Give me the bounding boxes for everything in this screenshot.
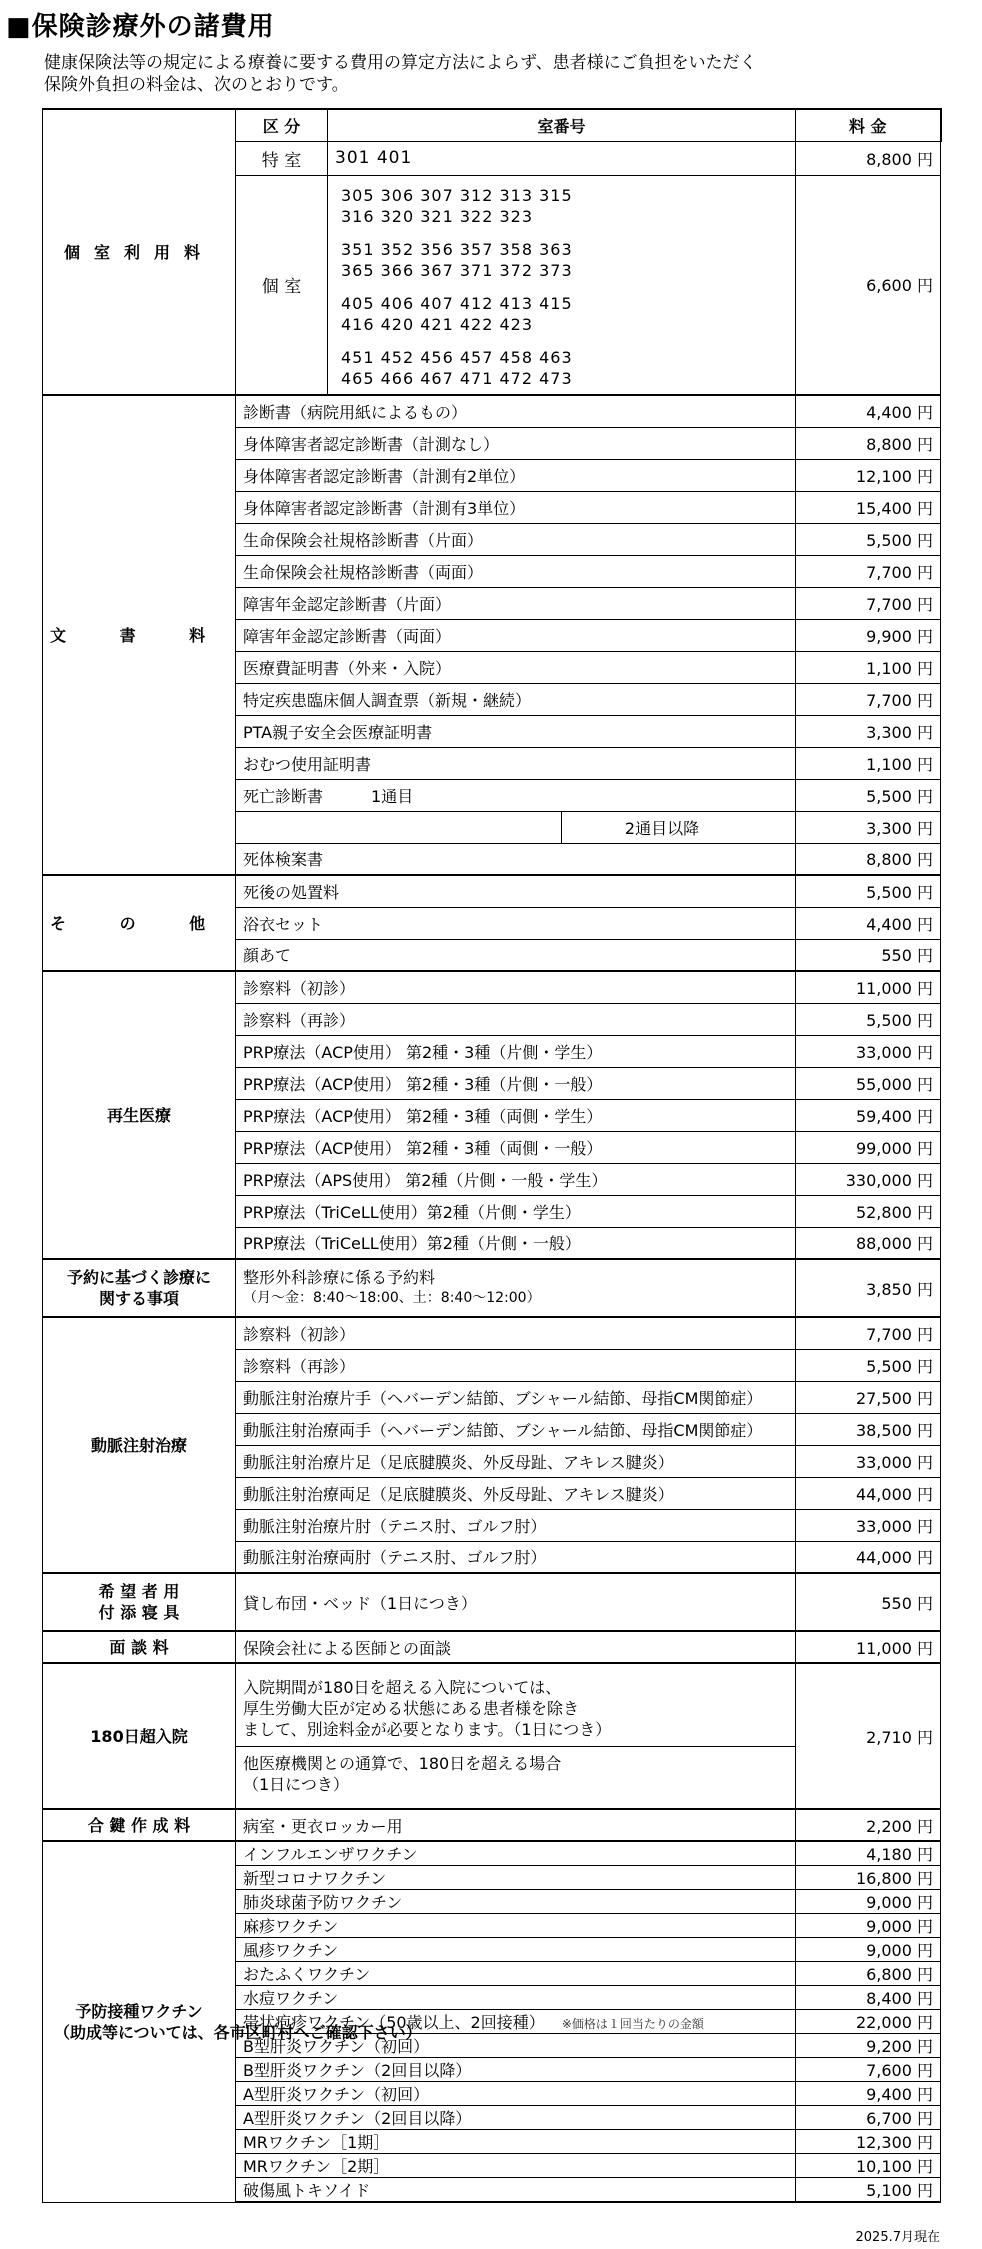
- fee-item-name: 動脈注射治療片手（ヘバーデン結節、ブシャール結節、母指CM関節症）: [236, 1381, 796, 1413]
- header-room-number: 室番号: [328, 109, 796, 141]
- private-room-price: 6,600 円: [796, 175, 941, 395]
- fee-item-name: MRワクチン［1期］: [236, 2130, 796, 2154]
- fee-item-price: 33,000 円: [796, 1035, 941, 1067]
- shingles-note: ※価格は１回当たりの金額: [561, 2017, 704, 2031]
- key-category: 合 鍵 作 成 料: [43, 1809, 236, 1841]
- fee-item-price: 1,100 円: [796, 651, 941, 683]
- fee-item-name: 動脈注射治療両手（ヘバーデン結節、ブシャール結節、母指CM関節症）: [236, 1413, 796, 1445]
- room-line: 305 306 307 312 313 315: [341, 185, 573, 205]
- room-line: 316 320 321 322 323: [341, 206, 534, 226]
- fee-item-name: PRP療法（ACP使用） 第2種・3種（片側・学生）: [236, 1035, 796, 1067]
- regenerative-category: 再生医療: [43, 971, 236, 1259]
- intro-line: 保険外負担の料金は、次のとおりです。: [44, 75, 349, 95]
- fee-item-price: 15,400 円: [796, 491, 941, 523]
- death-certificate-name: 死亡診断書: [243, 786, 324, 806]
- fee-item-name: 死体検案書: [236, 843, 796, 875]
- fee-item-price: 4,400 円: [796, 395, 941, 427]
- fee-item-price: 99,000 円: [796, 1131, 941, 1163]
- reservation-category: 予約に基づく診療に 関する事項: [43, 1259, 236, 1317]
- fee-item-name: B型肝炎ワクチン（2回目以降）: [236, 2058, 796, 2082]
- shingles-vaccine: [236, 2010, 796, 2034]
- fee-item-price: 59,400 円: [796, 1099, 941, 1131]
- room-line: 416 420 421 422 423: [341, 314, 534, 334]
- fee-item-price: 1,100 円: [796, 747, 941, 779]
- fee-item-name: 障害年金認定診断書（両面）: [236, 619, 796, 651]
- fee-item-price: 9,400 円: [796, 2082, 941, 2106]
- fee-item-price: 3,300 円: [796, 715, 941, 747]
- fee-item-price: 4,400 円: [796, 907, 941, 939]
- special-room-numbers: 301 401: [328, 141, 796, 175]
- fee-item-price: 22,000 円: [796, 2010, 941, 2034]
- over180-category: 180日超入院: [43, 1663, 236, 1809]
- fee-item-price: 7,700 円: [796, 555, 941, 587]
- room-line: 465 466 467 471 472 473: [341, 368, 573, 388]
- other-category: そ の 他: [43, 875, 236, 971]
- fee-item-price: 330,000 円: [796, 1163, 941, 1195]
- bedding-category: 希 望 者 用 付 添 寝 具: [43, 1573, 236, 1631]
- fee-item-price: 3,850 円: [796, 1259, 941, 1317]
- fee-item-name: A型肝炎ワクチン（初回）: [236, 2082, 796, 2106]
- fee-item-price: 9,000 円: [796, 1938, 941, 1962]
- fee-item-name: 医療費証明書（外来・入院）: [236, 651, 796, 683]
- fee-item-name: 水痘ワクチン: [236, 1986, 796, 2010]
- fee-item-price: 8,400 円: [796, 1986, 941, 2010]
- fee-item-name: 診察料（初診）: [236, 1317, 796, 1349]
- fee-item-price: 8,800 円: [796, 843, 941, 875]
- intro-text: [44, 52, 757, 96]
- header-kubun: 区 分: [236, 109, 328, 141]
- fee-item-price: 16,800 円: [796, 1866, 941, 1890]
- fee-item-name: 保険会社による医師との面談: [236, 1631, 796, 1663]
- fee-item-price: 9,000 円: [796, 1890, 941, 1914]
- fee-item-name: MRワクチン［2期］: [236, 2154, 796, 2178]
- fee-item-price: 11,000 円: [796, 1631, 941, 1663]
- fee-item-name: 破傷風トキソイド: [236, 2178, 796, 2203]
- fee-item-price: 88,000 円: [796, 1227, 941, 1259]
- fee-item-name: 身体障害者認定診断書（計測なし）: [236, 427, 796, 459]
- fee-item-price: 10,100 円: [796, 2154, 941, 2178]
- fee-item-price: 8,800 円: [796, 427, 941, 459]
- fee-item-name: 身体障害者認定診断書（計測有2単位）: [236, 459, 796, 491]
- fee-item-price: 9,000 円: [796, 1914, 941, 1938]
- intro-line: 健康保険法等の規定による療養に要する費用の算定方法によらず、患者様にご負担をいただく: [44, 53, 757, 73]
- fee-item-name: 生命保険会社規格診断書（両面）: [236, 555, 796, 587]
- fee-item-name: 特定疾患臨床個人調査票（新規・継続）: [236, 683, 796, 715]
- fee-item-name: PRP療法（APS使用） 第2種（片側・一般・学生）: [236, 1163, 796, 1195]
- fee-item-price: 27,500 円: [796, 1381, 941, 1413]
- page-title: ■保険診療外の諸費用: [6, 12, 275, 42]
- fee-item-name: A型肝炎ワクチン（2回目以降）: [236, 2106, 796, 2130]
- fee-item-name: 動脈注射治療片肘（テニス肘、ゴルフ肘）: [236, 1509, 796, 1541]
- fee-item-price: 2,710 円: [796, 1663, 941, 1809]
- fee-item-price: 7,700 円: [796, 1317, 941, 1349]
- header-price: 料 金: [796, 109, 941, 141]
- fee-item-price: 2,200 円: [796, 1809, 941, 1841]
- fee-item-name: 風疹ワクチン: [236, 1938, 796, 1962]
- fee-item-name: 死後の処置料: [236, 875, 796, 907]
- fee-item-price: 4,180 円: [796, 1841, 941, 1866]
- fee-item-name: 診察料（初診）: [236, 971, 796, 1003]
- death-certificate-first: [236, 779, 796, 811]
- fee-item-name: PRP療法（ACP使用） 第2種・3種（両側・一般）: [236, 1131, 796, 1163]
- as-of-date: 2025.7月現在: [855, 2230, 940, 2245]
- fee-item-price: 5,500 円: [796, 779, 941, 811]
- private-room-numbers: [328, 175, 796, 395]
- documents-category: 文 書 料: [43, 395, 236, 875]
- special-room-label: 特 室: [236, 141, 328, 175]
- fee-item-name: 生命保険会社規格診断書（片面）: [236, 523, 796, 555]
- fee-item-price: 5,500 円: [796, 1349, 941, 1381]
- fee-item-name: 身体障害者認定診断書（計測有3単位）: [236, 491, 796, 523]
- room-line: 365 366 367 371 372 373: [341, 260, 573, 280]
- fee-item-name: 麻疹ワクチン: [236, 1914, 796, 1938]
- fee-item-price: 550 円: [796, 1573, 941, 1631]
- fee-item-price: 44,000 円: [796, 1541, 941, 1573]
- fee-item-name: 新型コロナワクチン: [236, 1866, 796, 1890]
- fee-item-price: 9,900 円: [796, 619, 941, 651]
- fee-item-name: 帯状疱疹ワクチン（50歳以上、2回接種）: [243, 2013, 545, 2032]
- arterial-category: 動脈注射治療: [43, 1317, 236, 1573]
- fee-item-price: 7,700 円: [796, 683, 941, 715]
- fee-item-name: 貸し布団・ベッド（1日につき）: [236, 1573, 796, 1631]
- fee-item-price: 5,500 円: [796, 523, 941, 555]
- fee-item-price: 12,300 円: [796, 2130, 941, 2154]
- fee-item-name: 浴衣セット: [236, 907, 796, 939]
- interview-category: 面 談 料: [43, 1631, 236, 1663]
- fee-item-name: 障害年金認定診断書（片面）: [236, 587, 796, 619]
- fee-item-price: 33,000 円: [796, 1509, 941, 1541]
- room-line: 451 452 456 457 458 463: [341, 347, 573, 367]
- fee-item-name: PRP療法（ACP使用） 第2種・3種（片側・一般）: [236, 1067, 796, 1099]
- spacer-cell: [236, 811, 562, 843]
- fee-item-name: 病室・更衣ロッカー用: [236, 1809, 796, 1841]
- fee-item-name: 診察料（再診）: [236, 1003, 796, 1035]
- fee-table: [42, 108, 942, 2203]
- fee-item-price: 5,500 円: [796, 875, 941, 907]
- fee-item-name: 診察料（再診）: [236, 1349, 796, 1381]
- fee-item-name: 動脈注射治療片足（足底腱膜炎、外反母趾、アキレス腱炎）: [236, 1445, 796, 1477]
- fee-item-name: 動脈注射治療両肘（テニス肘、ゴルフ肘）: [236, 1541, 796, 1573]
- fee-item-price: 33,000 円: [796, 1445, 941, 1477]
- fee-item-price: 12,100 円: [796, 459, 941, 491]
- fee-item-price: 9,200 円: [796, 2034, 941, 2058]
- room-line: 351 352 356 357 358 363: [341, 239, 573, 259]
- over180-description: 入院期間が180日を超える入院については、 厚生労働大臣が定める状態にある患者様を除き まして、別途料金が必要となります。（1日につき） 他医療機関との通算で、180日を超える場合 （1日につき）: [236, 1663, 796, 1809]
- fee-item-price: 52,800 円: [796, 1195, 941, 1227]
- fee-item-price: 5,500 円: [796, 1003, 941, 1035]
- special-room-price: 8,800 円: [796, 141, 941, 175]
- fee-item-price: 550 円: [796, 939, 941, 971]
- death-certificate-first-label: 1通目: [371, 786, 414, 806]
- reservation-fee-name: 整形外科診療に係る予約料 （月～金：8:40～18:00、土：8:40～12:00）: [236, 1259, 796, 1317]
- fee-item-price: 7,600 円: [796, 2058, 941, 2082]
- room-category: 個室利用料: [43, 109, 236, 395]
- fee-item-price: 3,300 円: [796, 811, 941, 843]
- fee-item-name: おむつ使用証明書: [236, 747, 796, 779]
- fee-item-name: インフルエンザワクチン: [236, 1841, 796, 1866]
- fee-item-name: 肺炎球菌予防ワクチン: [236, 1890, 796, 1914]
- fee-item-name: PRP療法（TriCeLL使用）第2種（片側・一般）: [236, 1227, 796, 1259]
- fee-item-name: PRP療法（ACP使用） 第2種・3種（両側・学生）: [236, 1099, 796, 1131]
- fee-item-price: 55,000 円: [796, 1067, 941, 1099]
- fee-item-price: 38,500 円: [796, 1413, 941, 1445]
- fee-item-price: 5,100 円: [796, 2178, 941, 2203]
- private-room-label: 個 室: [236, 175, 328, 395]
- fee-item-name: 顔あて: [236, 939, 796, 971]
- room-line: 405 406 407 412 413 415: [341, 293, 573, 313]
- fee-item-price: 7,700 円: [796, 587, 941, 619]
- fee-item-price: 6,800 円: [796, 1962, 941, 1986]
- vaccines-category: 予防接種ワクチン （助成等については、各市区町村へご確認下さい）: [43, 1841, 236, 2202]
- fee-item-name: PRP療法（TriCeLL使用）第2種（片側・学生）: [236, 1195, 796, 1227]
- fee-item-name: B型肝炎ワクチン（初回）: [236, 2034, 796, 2058]
- death-certificate-second-label: 2通目以降: [562, 811, 796, 843]
- fee-item-price: 6,700 円: [796, 2106, 941, 2130]
- fee-item-name: 診断書（病院用紙によるもの）: [236, 395, 796, 427]
- fee-item-name: 動脈注射治療両足（足底腱膜炎、外反母趾、アキレス腱炎）: [236, 1477, 796, 1509]
- fee-item-name: PTA親子安全会医療証明書: [236, 715, 796, 747]
- fee-item-price: 44,000 円: [796, 1477, 941, 1509]
- fee-item-price: 11,000 円: [796, 971, 941, 1003]
- fee-item-name: おたふくワクチン: [236, 1962, 796, 1986]
